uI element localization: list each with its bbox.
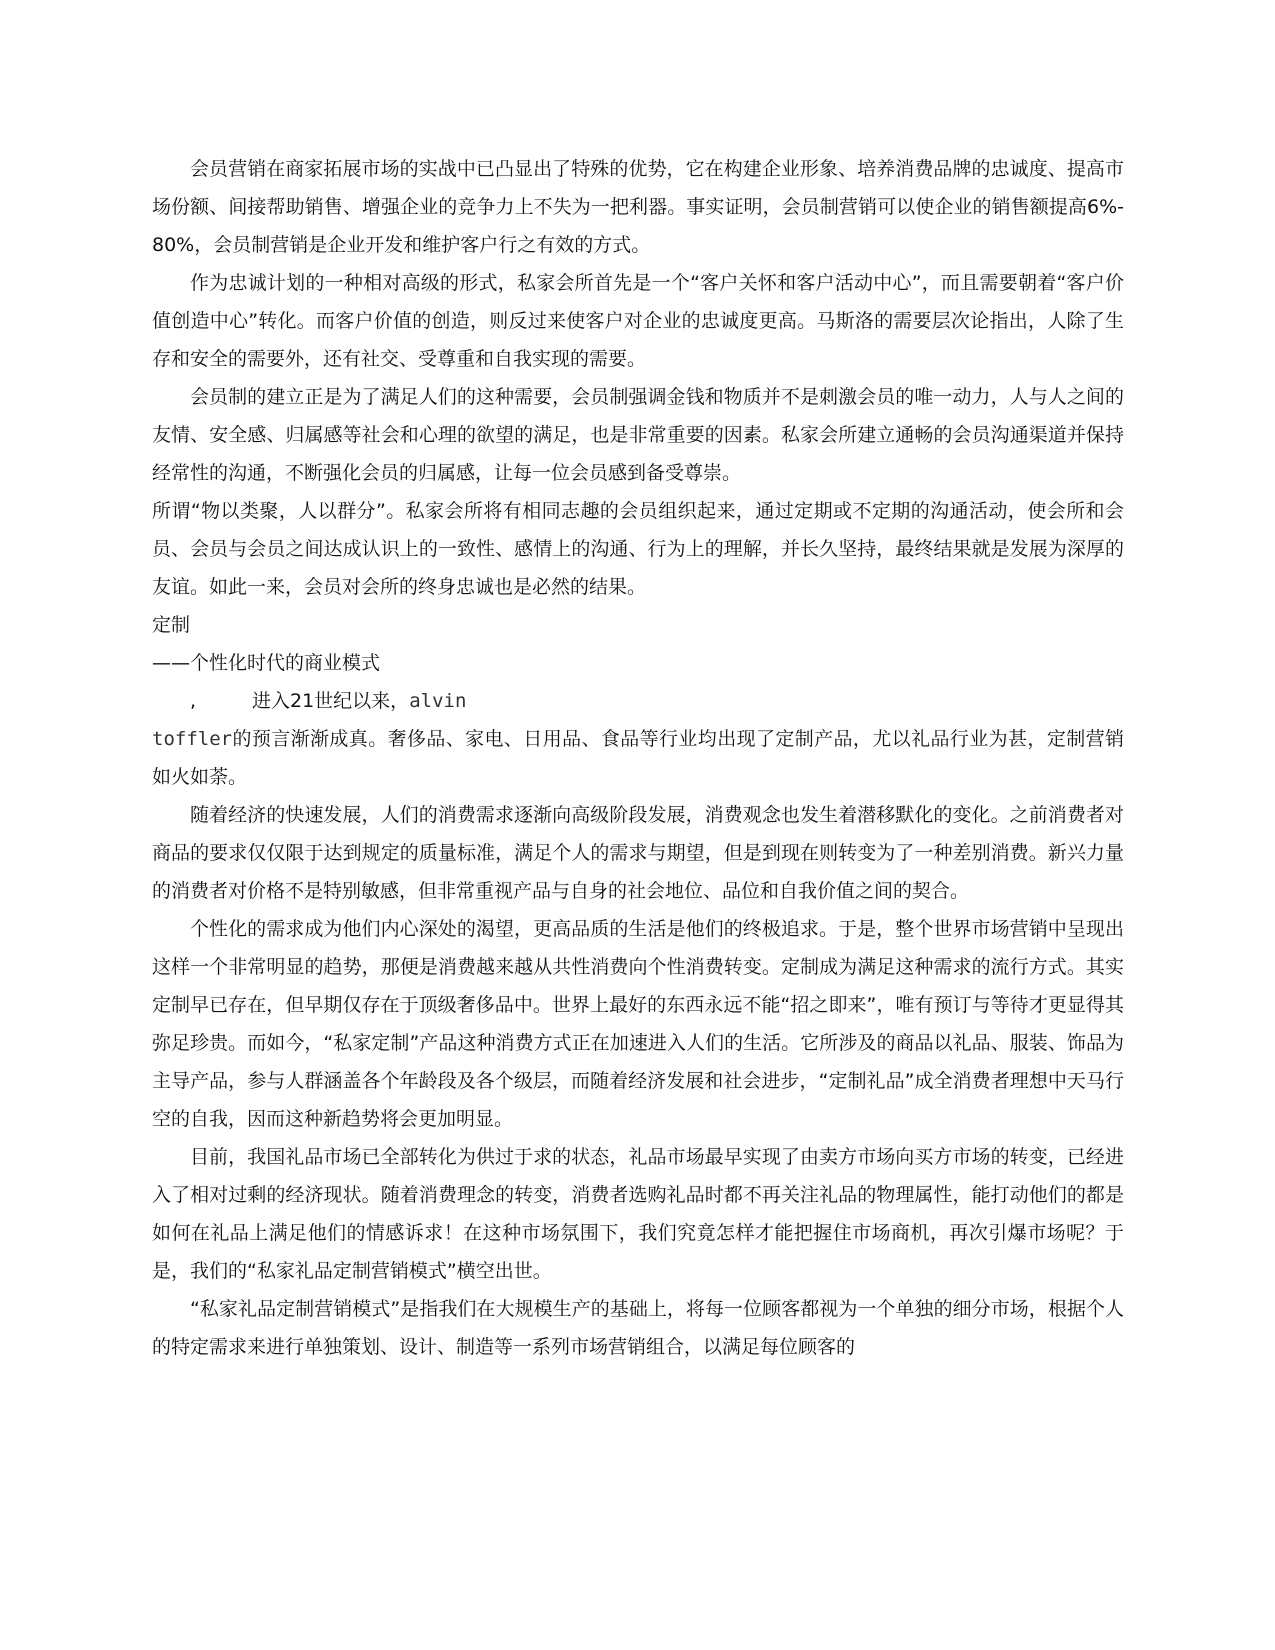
paragraph-member-groups: 所谓“物以类聚，人以群分”。私家会所将有相同志趣的会员组织起来，通过定期或不定期的沟通活动，使会所和会员、会员与会员之间达成认识上的一致性、感情上的沟通、行为上的理解，并长久坚持，最终结果就是发展为深厚的友谊。如此一来，会员对会所的终身忠诚也是必然的结果。 [152, 500, 1124, 598]
document-page [152, 150, 1124, 1366]
intro-part1: 进入21世纪以来， [252, 690, 410, 712]
intro-name-first: alvin [409, 690, 467, 712]
paragraph-member-needs: 会员制的建立正是为了满足人们的这种需要，会员制强调金钱和物质并不是刺激会员的唯一动力，人与人之间的友情、安全感、归属感等社会和心理的欲望的满足，也是非常重要的因素。私家会所建立通畅的会员沟通渠道并保持经常性的沟通，不断强化会员的归属感，让每一位会员感到备受尊崇。 [152, 386, 1124, 484]
intro-mark: , [190, 690, 197, 712]
paragraph-membership-advantage: 会员营销在商家拓展市场的实战中已凸显出了特殊的优势，它在构建企业形象、培养消费品牌的忠诚度、提高市场份额、间接帮助销售、增强企业的竞争力上不失为一把利器。事实证明，会员制营销可以使企业的销售额提高6%-80%，会员制营销是企业开发和维护客户行之有效的方式。 [152, 158, 1124, 256]
paragraph-loyalty-program: 作为忠诚计划的一种相对高级的形式，私家会所首先是一个“客户关怀和客户活动中心”，而且需要朝着“客户价值创造中心”转化。而客户价值的创造，则反过来使客户对企业的忠诚度更高。马斯洛的需要层次论指出，人除了生存和安全的需要外，还有社交、受尊重和自我实现的需要。 [152, 272, 1124, 370]
paragraph-personalization: 个性化的需求成为他们内心深处的渴望，更高品质的生活是他们的终极追求。于是，整个世界市场营销中呈现出这样一个非常明显的趋势，那便是消费越来越从共性消费向个性消费转变。定制成为满足这种需求的流行方式。其实定制早已存在，但早期仅存在于顶级奢侈品中。世界上最好的东西永远不能“招之即来”，唯有预订与等待才更显得其弥足珍贵。而如今，“私家定制”产品这种消费方式正在加速进入人们的生活。它所涉及的商品以礼品、服装、饰品为主导产品，参与人群涵盖各个年龄段及各个级层，而随着经济发展和社会进步，“定制礼品”成全消费者理想中天马行空的自我，因而这种新趋势将会更加明显。 [152, 918, 1124, 1130]
section-subheading: ——个性化时代的商业模式 [152, 652, 381, 674]
intro-name-last: toffler [152, 728, 233, 750]
intro-part2: 的预言渐渐成真。奢侈品、家电、日用品、食品等行业均出现了定制产品，尤以礼品行业为甚，定制营销如火如荼。 [152, 728, 1124, 788]
paragraph-gift-market: 目前，我国礼品市场已全部转化为供过于求的状态，礼品市场最早实现了由卖方市场向买方市场的转变，已经进入了相对过剩的经济现状。随着消费理念的转变，消费者选购礼品时都不再关注礼品的物理属性，能打动他们的都是如何在礼品上满足他们的情感诉求！在这种市场氛围下，我们究竟怎样才能把握住市场商机，再次引爆市场呢？于是，我们的“私家礼品定制营销模式”横空出世。 [152, 1146, 1124, 1282]
paragraph-consumer-change: 随着经济的快速发展，人们的消费需求逐渐向高级阶段发展，消费观念也发生着潜移默化的变化。之前消费者对商品的要求仅仅限于达到规定的质量标准，满足个人的需求与期望，但是到现在则转变为了一种差别消费。新兴力量的消费者对价格不是特别敏感，但非常重视产品与自身的社会地位、品位和自我价值之间的契合。 [152, 804, 1124, 902]
paragraph-custom-model: “私家礼品定制营销模式”是指我们在大规模生产的基础上，将每一位顾客都视为一个单独的细分市场，根据个人的特定需求来进行单独策划、设计、制造等一系列市场营销组合，以满足每位顾客的 [152, 1298, 1124, 1358]
paragraph-intro [152, 682, 1124, 796]
section-heading: 定制 [152, 614, 191, 636]
